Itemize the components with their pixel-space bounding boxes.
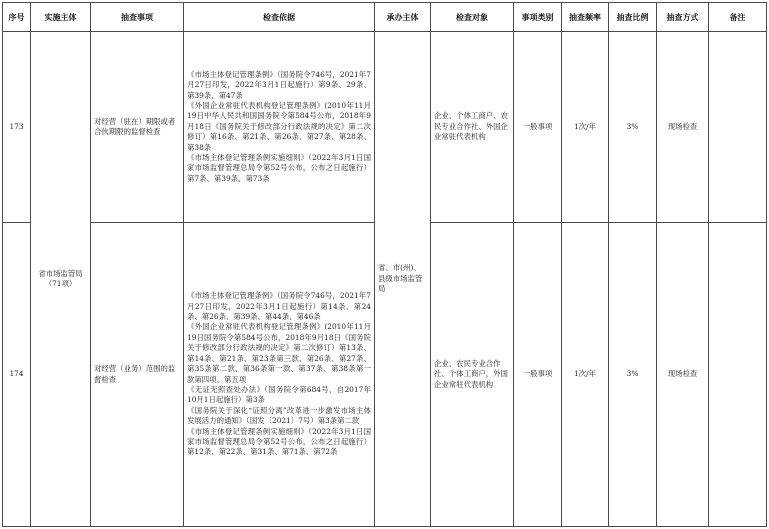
row-target: 企业、个体工商户、农民专业合作社、外国企业常驻代表机构 [431,32,514,223]
row-category: 一般事项 [514,32,562,223]
header-remarks: 备注 [709,3,767,32]
header-handler: 承办主体 [375,3,431,32]
row-remarks [709,223,767,527]
header-target: 检查对象 [431,3,514,32]
basis-paragraph: 《国务院关于深化“证照分离”改革进一步激发市场主体发展活力的通知》（国发〔2021〕7号）第3条第二款 [187,405,371,426]
header-method: 抽查方式 [657,3,709,32]
basis-paragraph: 《无证无照查处办法》（国务院令第684号，自2017年10月1日起施行）第3条 [187,384,371,405]
header-subject: 实施主体 [31,3,91,32]
basis-paragraph: 《市场主体登记管理条例》（国务院令746号，2021年7月27日印发，2022年3月1日起施行）第9条、29条、第39条、第47条 [187,69,371,100]
row-item: 对经营（驻在）期限或者合伙期限的监督检查 [91,32,184,223]
inspection-table [2,2,767,527]
basis-paragraph: 《市场主体登记管理条例实施细则》（2022年3月1日国家市场监督管理总局令第52号公布，公布之日起施行）第12条、第22条、第31条、第71条、第72条 [187,426,371,457]
row-remarks [709,32,767,223]
basis-paragraph: 《外国企业常驻代表机构登记管理条例》(2010年11月19日中华人民共和国国务院令第584号公布，2018年9月18日《国务院关于修改部分行政法规的决定》第二次修订）第16条、第21条、第26条、第27条、第28条、第38条 [187,100,371,152]
row-seq: 174 [3,223,31,527]
row-item: 对经营（业务）范围的监督检查 [91,223,184,527]
row-seq: 173 [3,32,31,223]
row-target: 企业、农民专业合作社、个体工商户，外国企业常驻代表机构 [431,223,514,527]
row-method: 现场检查 [657,32,709,223]
header-ratio: 抽查比例 [609,3,657,32]
row-basis [184,32,375,223]
header-category: 事项类别 [514,3,562,32]
row-frequency: 1次/年 [562,32,609,223]
header-seq: 序号 [3,3,31,32]
header-item: 抽查事项 [91,3,184,32]
row-category: 一般事项 [514,223,562,527]
row-frequency: 1次/年 [562,223,609,527]
row-ratio: 3% [609,223,657,527]
header-frequency: 抽查频率 [562,3,609,32]
header-basis: 检查依据 [184,3,375,32]
table-row [3,32,767,223]
header-row [3,3,767,32]
implementing-subject-cell: 省市场监管局（71项） [31,32,91,527]
handler-cell: 省、市(州)、县级市场监管局 [375,32,431,527]
row-ratio: 3% [609,32,657,223]
basis-paragraph: 《市场主体登记管理条例》（国务院令746号，2021年7月27日印发，2022年3月1日起施行）第14条、第24条、第26条、第39条、第44条、第46条 [187,291,371,322]
row-method: 现场检查 [657,223,709,527]
basis-paragraph: 《市场主体登记管理条例实施细则》（2022年3月1日国家市场监督管理总局令第52号公布，公布之日起施行）第7条、第39条、第73条 [187,153,371,183]
row-basis [184,223,375,527]
basis-paragraph: 《外国企业常驻代表机构登记管理条例》(2010年11月19日国务院令第584号公布，2018年9月18日《国务院关于修改部分行政法规的决定》第二次修订）第13条、第14条、第21条、第23条第三款、第26条、第27条、第35条第二款、第36条第一款、第37条、第38条第一款第四项、第五项 [187,322,371,384]
